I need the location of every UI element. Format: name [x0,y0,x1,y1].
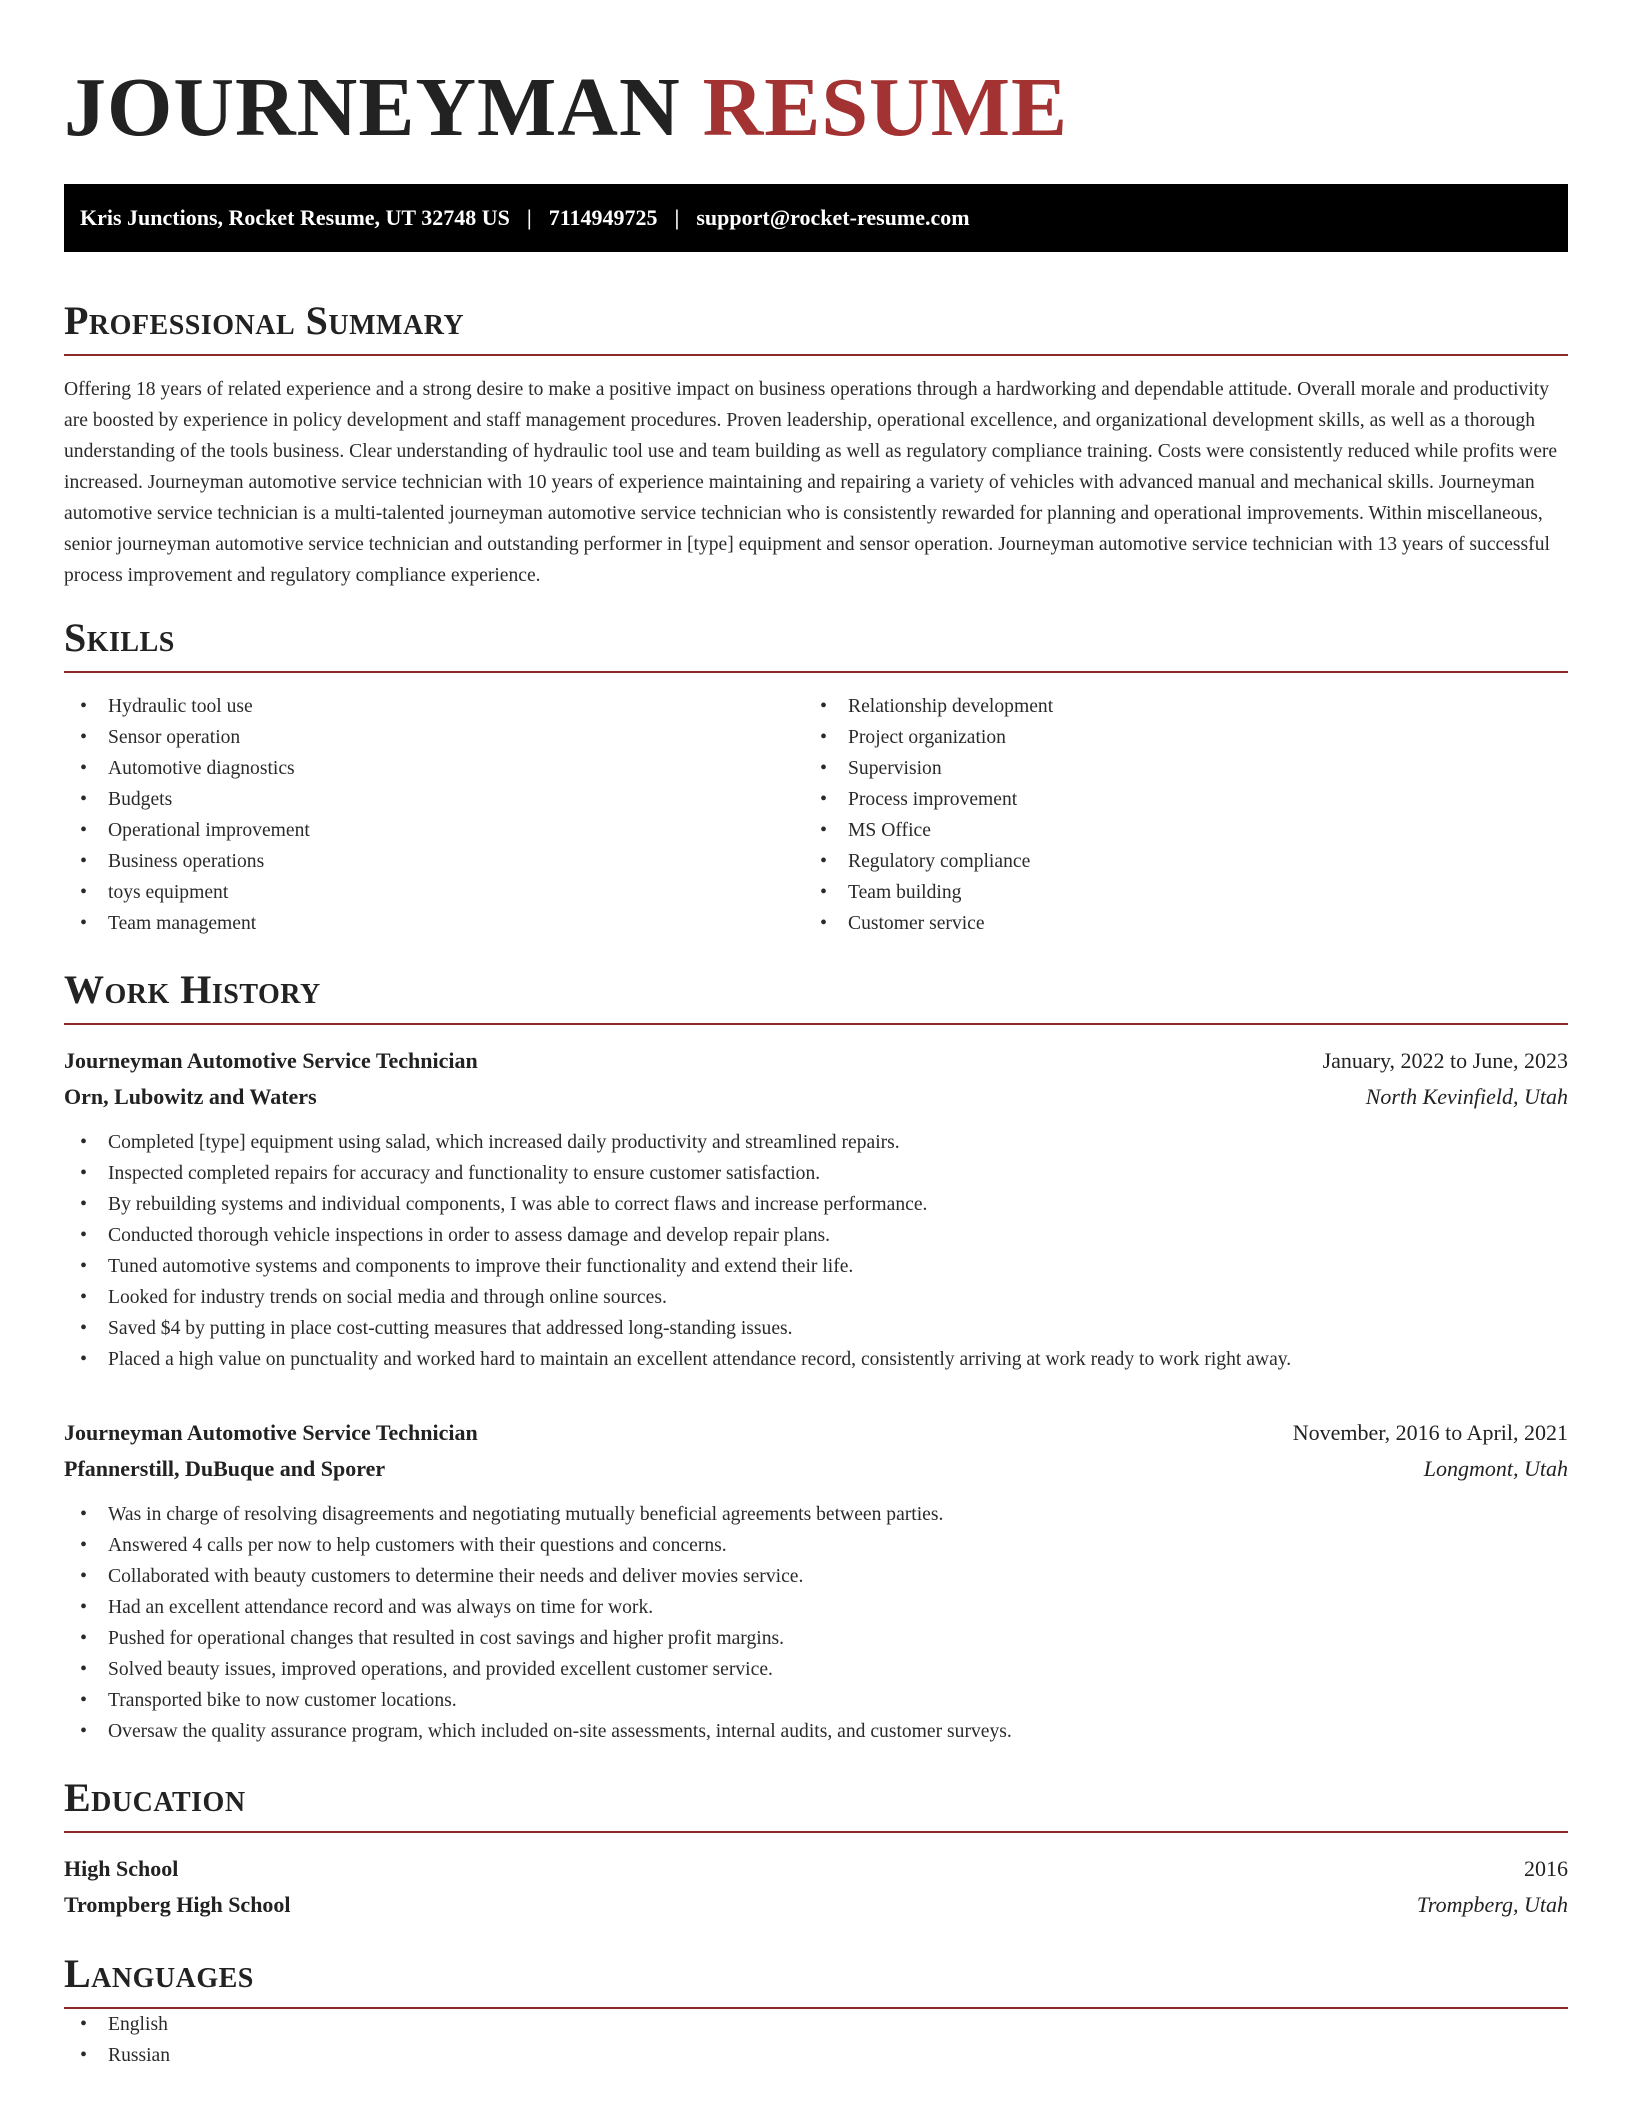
job-company-row [64,1451,1568,1487]
list-item: • Pushed for operational changes that resulted in cost savings and higher profit margins. [64,1623,1568,1654]
job-company-row [64,1079,1568,1115]
list-item: • Customer service [804,908,1568,939]
list-item: • Answered 4 calls per now to help customers with their questions and concerns. [64,1530,1568,1561]
contact-bar [64,184,1568,252]
job-company: Pfannerstill, DuBuque and Sporer [64,1456,386,1481]
list-item: • Project organization [804,722,1568,753]
education-location: Trompberg, Utah [1416,1892,1568,1917]
list-item: • MS Office [804,815,1568,846]
education-header-row [64,1851,1568,1887]
education-school-row [64,1887,1568,1923]
languages-list [64,2009,1568,2071]
list-item: • Oversaw the quality assurance program, which included on-site assessments, internal audits, and customer surveys. [64,1716,1568,1747]
list-item: • Collaborated with beauty customers to determine their needs and deliver movies service. [64,1561,1568,1592]
contact-separator: | [674,205,680,230]
list-item: • By rebuilding systems and individual components, I was able to correct flaws and increase performance. [64,1189,1568,1220]
job-location: North Kevinfield, Utah [1365,1084,1568,1109]
skills-list-right [804,691,1568,939]
job-entry [64,1043,1568,1375]
list-item: • Conducted thorough vehicle inspections in order to assess damage and develop repair plans. [64,1220,1568,1251]
education-entry [64,1851,1568,1923]
job-bullets [64,1499,1568,1747]
work-history-heading: Work History [64,969,1568,1025]
list-item: • Hydraulic tool use [64,691,804,722]
list-item: • Relationship development [804,691,1568,722]
job-company: Orn, Lubowitz and Waters [64,1084,317,1109]
list-item: • Tuned automotive systems and components to improve their functionality and extend their life. [64,1251,1568,1282]
job-dates: January, 2022 to June, 2023 [1322,1048,1568,1073]
resume-title [64,61,1568,154]
contact-phone: 7114949725 [548,205,658,230]
languages-heading: Languages [64,1953,1568,2009]
title-main: JOURNEYMAN [64,61,681,154]
list-item: • English [64,2009,1568,2040]
list-item: • Sensor operation [64,722,804,753]
contact-address: Kris Junctions, Rocket Resume, UT 32748 US [80,205,510,230]
list-item: • Russian [64,2040,1568,2071]
list-item: • Inspected completed repairs for accuracy and functionality to ensure customer satisfaction. [64,1158,1568,1189]
list-item: • toys equipment [64,877,804,908]
job-dates: November, 2016 to April, 2021 [1292,1420,1568,1445]
list-item: • Team management [64,908,804,939]
list-item: • Placed a high value on punctuality and worked hard to maintain an excellent attendance record, consistently arriving at work ready to work right away. [64,1344,1568,1375]
contact-email: support@rocket-resume.com [696,205,970,230]
list-item: • Operational improvement [64,815,804,846]
job-header-row [64,1415,1568,1451]
list-item: • Solved beauty issues, improved operations, and provided excellent customer service. [64,1654,1568,1685]
list-item: • Completed [type] equipment using salad, which increased daily productivity and streamlined repairs. [64,1127,1568,1158]
list-item: • Budgets [64,784,804,815]
job-header-row [64,1043,1568,1079]
job-bullets [64,1127,1568,1375]
list-item: • Business operations [64,846,804,877]
list-item: • Supervision [804,753,1568,784]
job-title: Journeyman Automotive Service Technician [64,1048,478,1073]
skills-grid [64,691,1568,939]
summary-heading: Professional Summary [64,300,1568,356]
education-school: Trompberg High School [64,1892,291,1917]
job-title: Journeyman Automotive Service Technician [64,1420,478,1445]
list-item: • Was in charge of resolving disagreements and negotiating mutually beneficial agreements between parties. [64,1499,1568,1530]
contact-separator: | [526,205,532,230]
skills-heading: Skills [64,617,1568,673]
list-item: • Team building [804,877,1568,908]
summary-text: Offering 18 years of related experience and a strong desire to make a positive impact on business operations through a hardworking and dependable attitude. Overall morale and productivity are boosted by experience in policy development and staff management procedures. Proven leadership, operational excellence, and organizational development skills, as well as a thorough understanding of the tools business. Clear understanding of hydraulic tool use and team building as well as regulatory compliance training. Costs were consistently reduced while profits were increased. Journeyman automotive service technician with 10 years of experience maintaining and repairing a variety of vehicles with advanced manual and mechanical skills. Journeyman automotive service technician is a multi-talented journeyman automotive service technician who is consistently rewarded for planning and operational improvements. Within miscellaneous, senior journeyman automotive service technician and outstanding performer in [type] equipment and sensor operation. Journeyman automotive service technician with 13 years of successful process improvement and regulatory compliance experience. [64,379,1558,586]
skills-list-left [64,691,804,939]
education-year: 2016 [1524,1856,1568,1881]
list-item: • Regulatory compliance [804,846,1568,877]
job-entry [64,1415,1568,1747]
list-item: • Automotive diagnostics [64,753,804,784]
list-item: • Transported bike to now customer locations. [64,1685,1568,1716]
list-item: • Had an excellent attendance record and was always on time for work. [64,1592,1568,1623]
education-heading: Education [64,1777,1568,1833]
title-accent: RESUME [702,61,1069,154]
job-location: Longmont, Utah [1423,1456,1568,1481]
list-item: • Looked for industry trends on social media and through online sources. [64,1282,1568,1313]
education-degree: High School [64,1856,179,1881]
list-item: • Saved $4 by putting in place cost-cutting measures that addressed long-standing issues. [64,1313,1568,1344]
list-item: • Process improvement [804,784,1568,815]
